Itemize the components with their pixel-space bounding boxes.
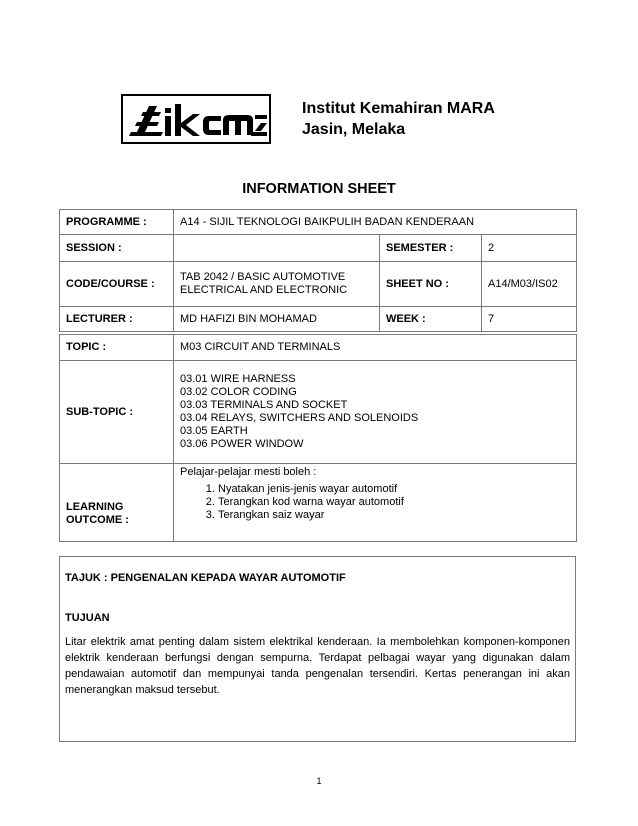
semester-value: 2	[482, 235, 577, 262]
list-item: 3. Terangkan saiz wayar	[218, 509, 570, 522]
code-value	[174, 262, 380, 307]
programme-value: A14 - SIJIL TEKNOLOGI BAIKPULIH BADAN KENDERAAN	[174, 210, 577, 235]
subtopic-item: 03.06 POWER WINDOW	[180, 438, 304, 450]
tajuk-heading: TAJUK : PENGENALAN KEPADA WAYAR AUTOMOTIF	[65, 572, 346, 584]
content-box	[59, 556, 576, 742]
subtopic-row	[60, 361, 577, 464]
learning-label-line2: OUTCOME :	[66, 514, 129, 526]
list-item: 2. Terangkan kod warna wayar automotif	[218, 496, 570, 509]
subtopic-item: 03.05 EARTH	[180, 425, 248, 437]
learning-outcome-row	[60, 464, 577, 542]
code-row	[60, 262, 577, 307]
topic-value: M03 CIRCUIT AND TERMINALS	[174, 335, 577, 361]
subtopic-item: 03.03 TERMINALS AND SOCKET	[180, 399, 348, 411]
list-item: 1. Nyatakan jenis-jenis wayar automotif	[218, 483, 570, 496]
topic-label: TOPIC :	[60, 335, 174, 361]
learning-intro: Pelajar-pelajar mesti boleh :	[180, 466, 317, 478]
code-label: CODE/COURSE :	[60, 262, 174, 307]
topic-row	[60, 335, 577, 361]
semester-label: SEMESTER :	[380, 235, 482, 262]
sheet-title: INFORMATION SHEET	[242, 181, 396, 197]
subtopic-item: 03.04 RELAYS, SWITCHERS AND SOLENOIDS	[180, 412, 419, 424]
ikm-logo-icon	[123, 96, 269, 142]
sheet-no-value: A14/M03/IS02	[482, 262, 577, 307]
learning-outcome-label	[60, 464, 174, 542]
learning-outcome-list	[180, 483, 570, 522]
lecturer-label: LECTURER :	[60, 307, 174, 332]
subtopic-item: 03.02 COLOR CODING	[180, 386, 297, 398]
learning-outcome-content	[174, 464, 577, 542]
session-label: SESSION :	[60, 235, 174, 262]
institute-heading	[302, 98, 495, 140]
subtopic-label: SUB-TOPIC :	[60, 361, 174, 464]
tujuan-paragraph: Litar elektrik amat penting dalam sistem elektrikal kenderaan. Ia membolehkan komponen-komponen elektrik kenderaan berfungsi dengan sempurna. Terdapat pelbagai wayar yang digunakan dalam pendawaian automotif dan mempunyai tanda pengenalan tersendiri. Kertas penerangan ini akan menerangkan maksud tersebut.	[65, 636, 570, 696]
page-number: 1	[316, 776, 322, 786]
programme-label: PROGRAMME :	[60, 210, 174, 235]
code-value-line2: ELECTRICAL AND ELECTRONIC	[180, 284, 348, 296]
programme-row	[60, 210, 577, 235]
tujuan-heading: TUJUAN	[65, 612, 110, 624]
lecturer-value: MD HAFIZI BIN MOHAMAD	[174, 307, 380, 332]
code-value-line1: TAB 2042 / BASIC AUTOMOTIVE	[180, 271, 346, 283]
learning-label-line1: LEARNING	[66, 501, 124, 513]
info-table	[59, 209, 577, 332]
session-row	[60, 235, 577, 262]
subtopic-item: 03.01 WIRE HARNESS	[180, 373, 296, 385]
topic-table	[59, 334, 577, 542]
week-value: 7	[482, 307, 577, 332]
ikm-logo	[121, 94, 271, 144]
institute-name: Institut Kemahiran MARA	[302, 100, 495, 117]
session-value	[174, 235, 380, 262]
sheet-no-label: SHEET NO :	[380, 262, 482, 307]
subtopic-list	[174, 361, 577, 464]
institute-location: Jasin, Melaka	[302, 121, 406, 138]
lecturer-row	[60, 307, 577, 332]
week-label: WEEK :	[380, 307, 482, 332]
